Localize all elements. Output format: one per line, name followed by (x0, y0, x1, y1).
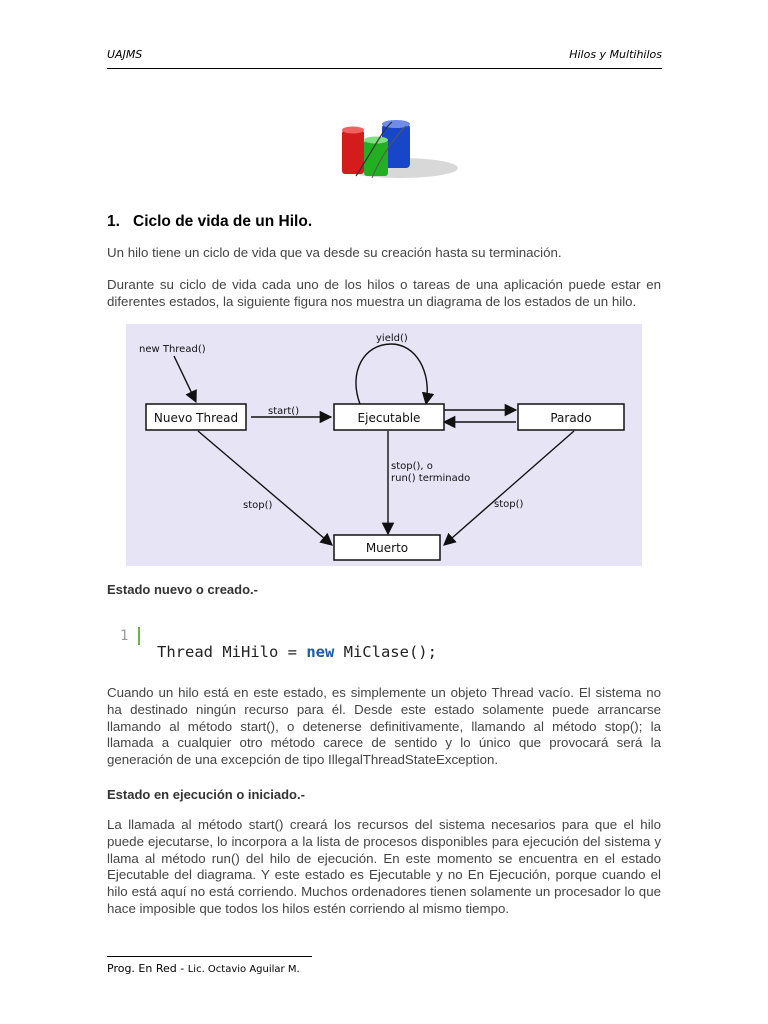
intro2-paragraph: Durante su ciclo de vida cada uno de los hilos o tareas de una aplicación puede estar en diferentes estados, la siguiente figura nos muestra un diagrama de los estados de un hilo. (107, 277, 661, 309)
footer-left: Prog. En Red - (107, 962, 188, 975)
diagram-background (126, 324, 642, 566)
intro-paragraph: Un hilo tiene un ciclo de vida que va desde su creación hasta su terminación. (107, 245, 562, 260)
code-after: MiClase(); (334, 643, 437, 661)
section-title: Ciclo de vida de un Hilo. (133, 213, 313, 230)
yield-label: yield() (376, 333, 408, 344)
estado-nuevo-heading: Estado nuevo o creado.- (107, 582, 258, 597)
stop-right-label: stop() (494, 499, 524, 510)
new-thread-label: new Thread() (139, 344, 206, 355)
code-line (157, 643, 437, 661)
header-right: Hilos y Multihilos (569, 48, 662, 61)
code-snippet (115, 625, 615, 669)
start-label: start() (268, 406, 300, 417)
header-rule (107, 68, 662, 69)
section-number: 1. (107, 213, 120, 230)
header-left: UAJMS (107, 48, 143, 61)
code-before: Thread MiHilo = (157, 643, 307, 661)
estado-ejecucion-heading: Estado en ejecución o iniciado.- (107, 787, 305, 802)
code-gutter-bar (138, 627, 140, 645)
state-parado-label: Parado (550, 411, 592, 425)
estado-ejecucion-paragraph: La llamada al método start() creará los recursos del sistema necesarios para que el hilo puede ejecutarse, lo incorpora a la lista de procesos disponibles para ejecución del sistema y llama al método run() del hilo de ejecución. En este momento se encuentra en el estado Ejecutable del diagrama. Y este estado es Ejecutable y no En Ejecución, porque cuando el hilo está aquí no está corriendo. Muchos ordenadores tienen solamente un procesador lo que hace imposible que todos los hilos estén corriendo al mismo tiempo. (107, 817, 661, 916)
state-muerto-label: Muerto (365, 541, 409, 555)
stop-left-label: stop() (243, 500, 273, 511)
code-line-number: 1 (120, 628, 129, 644)
estado-nuevo-paragraph: Cuando un hilo está en este estado, es simplemente un objeto Thread vacío. El sistema no ha destinado ningún recurso para él. Desde este estado solamente puede arrancarse llamando al método start(), o detenerse definitivamente, llamando al método stop(); la llamada a cualquier otro método carece de sentido y lo único que provocará será la generación de una excepción de tipo IllegalThreadStateException. (107, 685, 661, 768)
section-heading (107, 213, 312, 231)
footer-right: Lic. Octavio Aguilar M. (187, 964, 300, 975)
footer (107, 962, 300, 975)
stop-o-label: stop(), o (391, 461, 433, 472)
thread-state-diagram (126, 324, 642, 566)
footer-rule (107, 956, 312, 957)
thread-spools-icon (334, 118, 458, 182)
state-nuevo-label: Nuevo Thread (153, 411, 239, 425)
state-ejecutable-label: Ejecutable (357, 411, 421, 425)
code-keyword: new (306, 643, 335, 661)
run-terminado-label: run() terminado (391, 473, 471, 484)
